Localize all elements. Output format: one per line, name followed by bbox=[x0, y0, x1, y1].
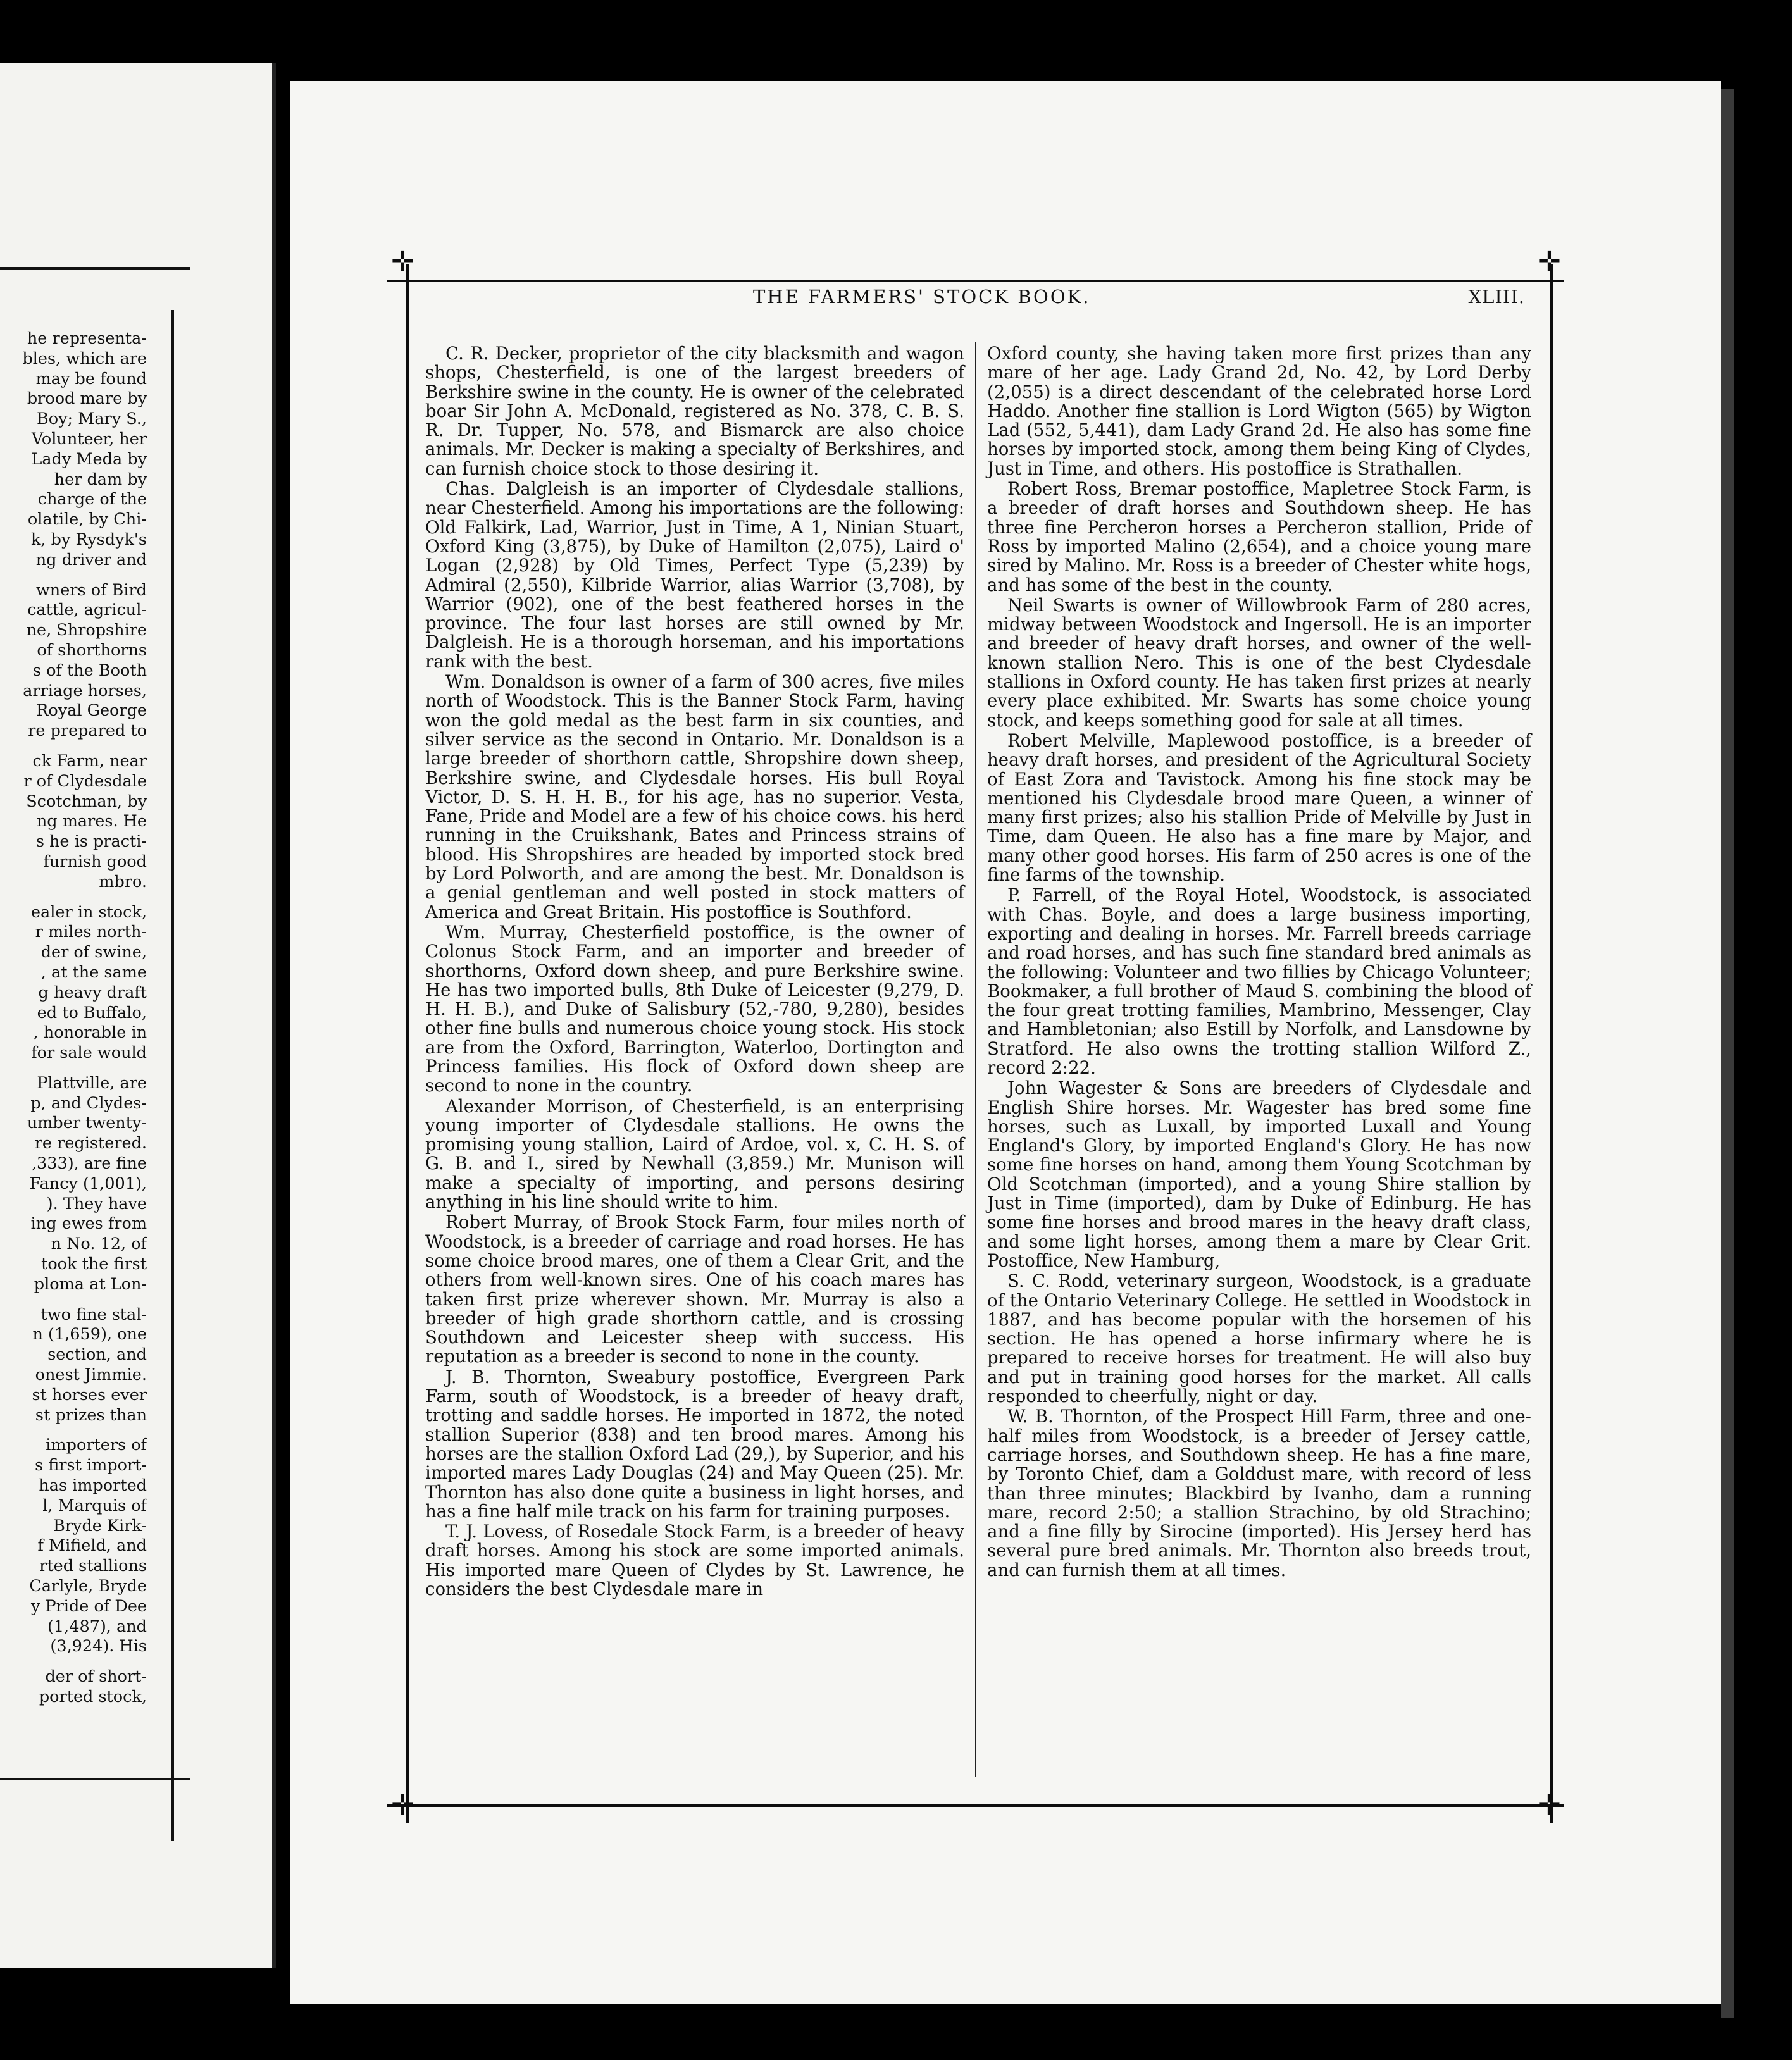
previous-page-line: he representa- bbox=[27, 329, 147, 348]
corner-ornament-icon: ✛ bbox=[391, 1789, 414, 1821]
previous-page-frame-right bbox=[171, 310, 174, 1841]
previous-page-line: n No. 12, of bbox=[51, 1234, 147, 1254]
entry-paragraph: Neil Swarts is owner of Willowbrook Farm of 280 acres, midway between Woodstock and Ingersoll. He is an importer and breeder of heavy draft horses, and owner of the well-known stallion Nero. This is one of the best Clydesdale stallions in Oxford county. He has taken first prizes at nearly every place exhibited. Mr. Swarts has some choice young stock, and keeps something good for sale at all times. bbox=[987, 594, 1531, 731]
frame-top-rule bbox=[387, 280, 1564, 282]
previous-page-line: g heavy draft bbox=[38, 983, 147, 1002]
previous-page-line: y Pride of Dee bbox=[30, 1596, 147, 1616]
page-title: THE FARMERS' STOCK BOOK. bbox=[753, 286, 1091, 307]
previous-page-line: ,333), are fine bbox=[31, 1154, 147, 1174]
frame-right-rule bbox=[1550, 264, 1553, 1823]
previous-page-text bbox=[0, 329, 147, 1708]
previous-page-line: may be found bbox=[35, 369, 147, 388]
previous-page-line: ed to Buffalo, bbox=[37, 1003, 147, 1022]
previous-page-frame-top bbox=[0, 267, 190, 270]
corner-ornament-icon: ✛ bbox=[391, 245, 414, 278]
previous-page-line bbox=[0, 741, 147, 752]
previous-page-line: der of swine, bbox=[40, 943, 147, 962]
previous-page-frame-bottom bbox=[0, 1778, 190, 1780]
previous-page-line: n (1,659), one bbox=[32, 1325, 147, 1344]
previous-page-line: took the first bbox=[41, 1255, 147, 1274]
previous-page-line bbox=[0, 893, 147, 903]
page-number: XLIII. bbox=[1468, 286, 1525, 307]
previous-page-line: (1,487), and bbox=[47, 1616, 147, 1636]
previous-page-line: cattle, agricul- bbox=[27, 600, 147, 620]
page-edge-shadow bbox=[1721, 89, 1734, 2018]
entry-paragraph: Wm. Donaldson is owner of a farm of 300 acres, five miles north of Woodstock. This is the Banner Stock Farm, having won the gold medal as the best farm in six counties, and silver service as the second in Ontario. Mr. Donaldson is a large breeder of shorthorn cattle, Shropshire down sheep, Berkshire swine, and Clydesdale horses. His bull Royal Victor, D. S. H. H. B., for his age, has no superior. Vesta, Fane, Pride and Model are a few of his choice cows. his herd running in the Cruikshank, Bates and Princess strains of blood. His Shropshires are headed by imported stock bred by Lord Polworth, and are among the best. Mr. Donaldson is a genial gentleman and well posted in stock matters of America and Great Britain. His postoffice is Southford. bbox=[425, 671, 964, 922]
previous-page-line: bles, which are bbox=[22, 349, 147, 368]
entry-paragraph: Alexander Morrison, of Chesterfield, is an enterprising young importer of Clydesdale stallions. He owns the promising young stallion, Laird of Ardoe, vol. x, C. H. S. of G. B. and I., sired by Newhall (3,859.) Mr. Munison will make a specialty of importing, and persons desiring anything in his line should write to him. bbox=[425, 1095, 964, 1213]
previous-page-line: umber twenty- bbox=[27, 1114, 147, 1133]
previous-page-line: mbro. bbox=[99, 872, 147, 891]
previous-page-line: Lady Meda by bbox=[31, 449, 147, 469]
previous-page-line: Plattville, are bbox=[37, 1073, 147, 1093]
previous-page bbox=[0, 63, 276, 1968]
entry-paragraph: Wm. Murray, Chesterfield postoffice, is the owner of Colonus Stock Farm, and an importer and breeder of shorthorns, Oxford down sheep, and pure Berkshire swine. He has two imported bulls, 8th Duke of Leicester (9,279, D. H. H. B.), and Duke of Salisbury (52,-780, 9,280), besides other fine bulls and numerous choice young stock. His stock are from the Oxford, Barrington, Waterloo, Dortington and Princess families. His flock of Oxford down sheep are second to none in the country. bbox=[425, 921, 964, 1096]
previous-page-line: ne, Shropshire bbox=[26, 621, 147, 640]
previous-page-line: k, by Rysdyk's bbox=[30, 530, 147, 549]
previous-page-line: for sale would bbox=[31, 1043, 147, 1063]
previous-page-line: brood mare by bbox=[27, 389, 147, 409]
entry-paragraph: T. J. Lovess, of Rosedale Stock Farm, is a breeder of heavy draft horses. Among his stock are some imported animals. His imported mare Queen of Clydes by St. Lawrence, he considers the best Clydesdale mare in bbox=[425, 1521, 964, 1599]
previous-page-line: wners of Bird bbox=[35, 580, 147, 600]
previous-page-line: ng driver and bbox=[35, 550, 147, 569]
previous-page-line: r of Clydesdale bbox=[23, 771, 147, 791]
previous-page-line bbox=[0, 1295, 147, 1305]
previous-page-line: has imported bbox=[39, 1476, 147, 1496]
previous-page-line: s of the Booth bbox=[32, 661, 147, 680]
previous-page-line: Volunteer, her bbox=[31, 429, 147, 449]
previous-page-line: s he is practi- bbox=[35, 832, 147, 852]
running-header bbox=[437, 286, 1525, 318]
entry-paragraph: P. Farrell, of the Royal Hotel, Woodstock, is associated with Chas. Boyle, and does a large business importing, exporting and dealing in horses. Mr. Farrell breeds carriage and road horses, and has such fine standard bred animals as the following: Volunteer and two fillies by Chicago Volunteer; Bookmaker, a full brother of Maud S. combining the blood of the four great trotting families, Mambrino, Messenger, Clay and Hambletonian; also Estill by Norfolk, and Lansdowne by Stratford. He also owns the trotting stallion Wilford Z., record 2:22. bbox=[987, 884, 1531, 1078]
previous-page-line: ported stock, bbox=[39, 1687, 147, 1706]
previous-page-line bbox=[0, 1064, 147, 1074]
previous-page-line: l, Marquis of bbox=[42, 1496, 147, 1515]
previous-page-line: ploma at Lon- bbox=[34, 1274, 147, 1294]
previous-page-line: arriage horses, bbox=[23, 681, 147, 700]
corner-ornament-icon: ✛ bbox=[1538, 1789, 1561, 1821]
previous-page-line: Carlyle, Bryde bbox=[29, 1577, 147, 1596]
previous-page-line: charge of the bbox=[37, 490, 147, 509]
entry-paragraph: C. R. Decker, proprietor of the city blacksmith and wagon shops, Chesterfield, is one of the largest breeders of Berkshire swine in the county. He is owner of the celebrated boar Sir John A. McDonald, registered as No. 378, C. B. S. R. Dr. Tupper, No. 578, and Bismarck are also choice animals. Mr. Decker is making a specialty of Berkshires, and can furnish choice stock to those desiring it. bbox=[425, 343, 964, 479]
previous-page-line: re registered. bbox=[34, 1134, 147, 1153]
previous-page-line: ). They have bbox=[46, 1194, 147, 1213]
previous-page-line: Bryde Kirk- bbox=[53, 1516, 147, 1536]
previous-page-line: s first import- bbox=[35, 1456, 147, 1475]
previous-page-line: of shorthorns bbox=[37, 640, 147, 660]
previous-page-line: st horses ever bbox=[32, 1385, 147, 1405]
previous-page-line: section, and bbox=[47, 1345, 147, 1365]
previous-page-line: st prizes than bbox=[35, 1405, 147, 1425]
previous-page-line: olatile, by Chi- bbox=[27, 510, 147, 530]
previous-page-line: her dam by bbox=[54, 469, 147, 489]
previous-page-line: Scotchman, by bbox=[26, 791, 147, 811]
previous-page-line: ck Farm, near bbox=[32, 751, 147, 771]
entry-paragraph: Robert Melville, Maplewood postoffice, is a breeder of heavy draft horses, and president of the Agricultural Society of East Zora and Tavistock. Among his fine stock may be mentioned his Clydesdale brood mare Queen, a winner of many first prizes; also his stallion Pride of Melville by Just in Time, dam Queen. He also has a fine mare by Major, and many other good horses. His farm of 250 acres is one of the fine farms of the township. bbox=[987, 729, 1531, 886]
previous-page-line: Fancy (1,001), bbox=[29, 1174, 147, 1193]
previous-page-line: ing ewes from bbox=[30, 1214, 147, 1234]
entry-paragraph: W. B. Thornton, of the Prospect Hill Farm, three and one-half miles from Woodstock, is a breeder of Jersey cattle, carriage horses, and Southdown sheep. He has a fine mare, by Toronto Chief, dam a Golddust mare, with record of less than three minutes; Blackbird by Ivanho, dam a running mare, record 2:50; a stallion Strachino, by old Strachino; and a fine filly by Sirocine (imported). His Jersey herd has several pure bred animals. Mr. Thornton also breeds trout, and can furnish them at all times. bbox=[987, 1406, 1531, 1580]
previous-page-line: ealer in stock, bbox=[30, 902, 147, 922]
previous-page-line bbox=[0, 1425, 147, 1436]
previous-page-line: onest Jimmie. bbox=[35, 1365, 147, 1385]
previous-page-line: furnish good bbox=[43, 852, 147, 871]
entry-paragraph: J. B. Thornton, Sweabury postoffice, Evergreen Park Farm, south of Woodstock, is a breeder of heavy draft, trotting and saddle horses. He imported in 1872, the noted stallion Superior (838) and ten brood mares. Among his horses are the stallion Oxford Lad (29,), by Superior, and his imported mares Lady Douglas (24) and May Queen (25). Mr. Thornton has also done quite a business in light horses, and has a fine half mile track on his farm for training purposes. bbox=[425, 1366, 964, 1522]
previous-page-line: , honorable in bbox=[33, 1023, 147, 1043]
frame-bottom-rule bbox=[387, 1804, 1564, 1807]
frame-left-rule bbox=[406, 264, 409, 1823]
previous-page-line: der of short- bbox=[45, 1667, 147, 1687]
previous-page-line: importers of bbox=[46, 1436, 147, 1455]
previous-page-line bbox=[0, 571, 147, 581]
previous-page-line: rted stallions bbox=[39, 1556, 147, 1576]
previous-page-line: Boy; Mary S., bbox=[37, 409, 147, 429]
entry-paragraph: Robert Murray, of Brook Stock Farm, four miles north of Woodstock, is a breeder of carriage and road horses. He has some choice brood mares, one of them a Clear Grit, and the others from well-known sires. One of his coach mares has taken first prize wherever shown. Mr. Murray is also a breeder of high grade shorthorn cattle, and is crossing Southdown and Leicester sheep with success. His reputation as a breeder is second to none in the county. bbox=[425, 1212, 964, 1367]
right-column bbox=[987, 344, 1531, 1581]
previous-page-line bbox=[0, 1657, 147, 1667]
previous-page-line: p, and Clydes- bbox=[30, 1093, 147, 1113]
previous-page-line: Royal George bbox=[36, 701, 147, 721]
previous-page-line: r miles north- bbox=[35, 922, 147, 942]
left-column bbox=[425, 344, 964, 1600]
corner-ornament-icon: ✛ bbox=[1538, 245, 1561, 278]
column-divider bbox=[975, 342, 976, 1777]
previous-page-line: , at the same bbox=[40, 962, 147, 982]
previous-page-line: two fine stal- bbox=[40, 1305, 147, 1324]
entry-paragraph: John Wagester & Sons are breeders of Clydesdale and English Shire horses. Mr. Wagester has bred some fine horses, such as Luxall, by imported Luxall and Young England's Glory, by imported England's Glory. He has now some fine horses on hand, among them Young Scotchman by Old Scotchman (imported), and a young Shire stallion by Just in Time (imported), dam by Duke of Edinburg. He has some fine horses and brood mares in the heavy draft class, and some light horses, among them a mare by Clear Grit. Postoffice, New Hamburg, bbox=[987, 1077, 1531, 1271]
previous-page-line: f Mifield, and bbox=[37, 1536, 147, 1556]
previous-page-line: ng mares. He bbox=[36, 812, 147, 831]
entry-paragraph: S. C. Rodd, veterinary surgeon, Woodstock, is a graduate of the Ontario Veterinary College. He settled in Woodstock in 1887, and has become popular with the horsemen of his section. He has opened a horse infirmary where he is prepared to receive horses for treatment. He will also buy and put in training good horses for the market. All calls responded to cheerfully, night or day. bbox=[987, 1270, 1531, 1407]
previous-page-line: re prepared to bbox=[28, 721, 147, 741]
entry-paragraph: Chas. Dalgleish is an importer of Clydesdale stallions, near Chesterfield. Among his importations are the following: Old Falkirk, Lad, Warrior, Just in Time, A 1, Ninian Stuart, Oxford King (3,875), by Duke of Hamilton (2,075), Laird o' Logan (2,928) by Old Times, Perfect Type (5,239) by Admiral (2,550), Kilbride Warrior, alias Warrior (3,708), by Warrior (902), one of the best feathered horses in the province. The four last horses are still owned by Mr. Dalgleish. He is a thorough horseman, and his importations rank with the best. bbox=[425, 478, 964, 672]
entry-paragraph: Robert Ross, Bremar postoffice, Mapletree Stock Farm, is a breeder of draft horses and Southdown sheep. He has three fine Percheron horses a Percheron stallion, Pride of Ross by imported Malino (2,654), and a choice young mare sired by Malino. Mr. Ross is a breeder of Chester white hogs, and has some of the best in the county. bbox=[987, 478, 1531, 595]
previous-page-line: (3,924). His bbox=[50, 1637, 147, 1656]
entry-paragraph: Oxford county, she having taken more first prizes than any mare of her age. Lady Grand 2d, No. 42, by Lord Derby (2,055) is a direct descendant of the celebrated horse Lord Haddo. Another fine stallion is Lord Wigton (565) by Wigton Lad (552, 5,441), dam Lady Grand 2d. He also has some fine horses by imported stock, among them being King of Clydes, Just in Time, and others. His postoffice is Strathallen. bbox=[987, 343, 1531, 479]
